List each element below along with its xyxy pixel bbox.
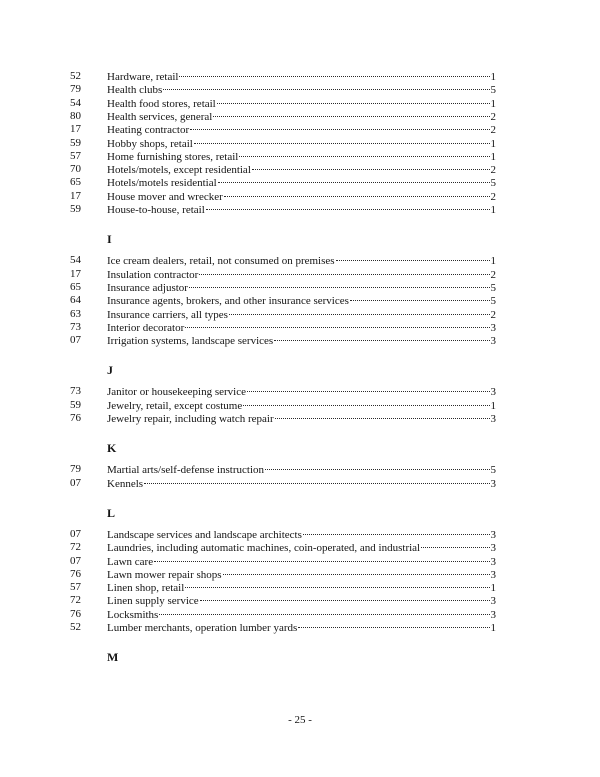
industry-code: 79 <box>70 463 81 476</box>
entry-page-ref: 1 <box>490 71 496 83</box>
industry-code: 63 <box>70 307 81 320</box>
entry-page-ref: 2 <box>490 268 496 281</box>
entry-description: Health services, general <box>107 110 213 123</box>
entry-description: Hotels/motels, except residential <box>107 164 251 177</box>
industry-code: 72 <box>70 594 81 607</box>
entry-description: Lawn mower repair shops <box>107 568 222 581</box>
industry-code: 59 <box>70 203 81 215</box>
dot-leader <box>350 290 490 301</box>
entry-page-ref: 1 <box>490 622 496 634</box>
industry-code: 52 <box>70 621 81 633</box>
entry-page-ref: 1 <box>490 255 496 268</box>
dot-leader <box>200 590 490 601</box>
entry-page-ref: 5 <box>490 84 496 97</box>
entry-page-ref: 1 <box>490 582 496 595</box>
dot-leader <box>217 93 490 104</box>
entry-description: Linen supply service <box>107 595 199 608</box>
entry-description: Janitor or housekeeping service <box>107 386 246 399</box>
entry-page-ref: 3 <box>490 608 496 621</box>
entry-page-ref: 1 <box>490 204 496 216</box>
entry-description: Jewelry, retail, except costume <box>107 399 243 412</box>
industry-code: 07 <box>70 527 81 540</box>
index-entry <box>0 333 600 347</box>
entry-page-ref: 2 <box>490 164 496 177</box>
entry-description: Heating contractor <box>107 124 190 137</box>
industry-code: 17 <box>70 267 81 280</box>
industry-code: 54 <box>70 96 81 109</box>
entry-page-ref: 2 <box>490 110 496 123</box>
dot-leader <box>185 577 489 588</box>
industry-code: 73 <box>70 385 81 398</box>
entry-description: House mover and wrecker <box>107 190 223 203</box>
industry-code: 52 <box>70 70 81 82</box>
entry-description: Ice cream dealers, retail, not consumed on premises <box>107 255 335 268</box>
dot-leader <box>303 524 490 535</box>
entry-description: Locksmiths <box>107 608 159 621</box>
section-heading-j: J <box>107 363 113 378</box>
entry-description: Laundries, including automatic machines, coin-operated, and industrial <box>107 542 421 555</box>
index-entry <box>0 620 600 634</box>
dot-leader <box>239 146 489 157</box>
entry-description: Insurance carriers, all types <box>107 308 228 321</box>
dot-leader <box>144 473 489 484</box>
industry-code: 72 <box>70 541 81 554</box>
section-heading-i: I <box>107 232 112 247</box>
dot-leader <box>194 133 490 144</box>
dot-leader <box>163 79 489 90</box>
entry-leader-line <box>107 202 496 217</box>
entry-page-ref: 3 <box>490 555 496 568</box>
entry-description: Interior decorator <box>107 321 185 334</box>
dot-leader <box>190 119 489 130</box>
dot-leader <box>179 66 489 77</box>
entry-description: Landscape services and landscape architects <box>107 528 302 541</box>
dot-leader <box>159 604 489 615</box>
entry-page-ref: 1 <box>490 137 496 150</box>
dot-leader <box>265 459 489 470</box>
industry-code: 70 <box>70 163 81 176</box>
entry-page-ref: 3 <box>490 568 496 581</box>
entry-description: Hotels/motels residential <box>107 177 217 190</box>
industry-code: 07 <box>70 334 81 347</box>
section-heading-k: K <box>107 441 117 456</box>
entry-page-ref: 3 <box>490 413 496 425</box>
entry-description: Martial arts/self-defense instruction <box>107 464 265 477</box>
entry-page-ref: 3 <box>490 477 496 490</box>
industry-code: 64 <box>70 294 81 307</box>
entry-description: Linen shop, retail <box>107 582 185 595</box>
industry-code: 54 <box>70 254 81 267</box>
dot-leader <box>218 172 490 183</box>
dot-leader <box>154 551 489 562</box>
entry-page-ref: 5 <box>490 464 496 477</box>
entry-description: Insurance adjustor <box>107 281 188 294</box>
entry-description: Hardware, retail <box>107 71 179 83</box>
industry-code: 76 <box>70 607 81 620</box>
entry-description: Jewelry repair, including watch repair <box>107 413 274 425</box>
industry-code: 17 <box>70 123 81 136</box>
entry-page-ref: 3 <box>490 595 496 608</box>
index-entry <box>0 280 600 294</box>
section-heading-m: M <box>107 650 119 665</box>
entry-page-ref: 3 <box>490 528 496 541</box>
industry-code: 07 <box>70 476 81 489</box>
industry-code: 73 <box>70 320 81 333</box>
index-entry <box>0 202 600 216</box>
entry-description: Health food stores, retail <box>107 97 216 110</box>
industry-code: 79 <box>70 83 81 96</box>
entry-description: Hobby shops, retail <box>107 137 193 150</box>
industry-code: 59 <box>70 398 81 411</box>
entry-page-ref: 3 <box>490 335 496 348</box>
dot-leader <box>336 250 490 261</box>
entry-page-ref: 3 <box>490 321 496 334</box>
entry-page-ref: 2 <box>490 308 496 321</box>
entry-page-ref: 2 <box>490 124 496 137</box>
entry-description: Lumber merchants, operation lumber yards <box>107 622 298 634</box>
dot-leader <box>199 264 489 275</box>
entry-description: Health clubs <box>107 84 163 97</box>
dot-leader <box>213 106 489 117</box>
entry-leader-line <box>107 333 496 348</box>
entry-description: Insurance agents, brokers, and other insurance services <box>107 295 349 308</box>
industry-code: 07 <box>70 554 81 567</box>
entry-page-ref: 1 <box>490 97 496 110</box>
index-entry <box>0 411 600 425</box>
index-entry <box>0 527 600 541</box>
entry-description: House-to-house, retail <box>107 204 205 216</box>
industry-code: 76 <box>70 567 81 580</box>
section-heading-l: L <box>107 505 116 520</box>
dot-leader <box>224 186 490 197</box>
dot-leader <box>274 330 489 341</box>
entry-leader-line <box>107 411 496 426</box>
dot-leader <box>229 304 490 315</box>
dot-leader <box>275 408 490 419</box>
dot-leader <box>243 395 489 406</box>
entry-page-ref: 1 <box>490 150 496 163</box>
entry-leader-line <box>107 476 496 491</box>
industry-code: 59 <box>70 136 81 149</box>
entry-description: Lawn care <box>107 555 154 568</box>
entry-page-ref: 5 <box>490 281 496 294</box>
industry-code: 17 <box>70 189 81 202</box>
dot-leader <box>421 537 489 548</box>
entry-description: Kennels <box>107 477 144 490</box>
entry-leader-line <box>107 620 496 635</box>
industry-code: 80 <box>70 109 81 122</box>
entry-description: Home furnishing stores, retail <box>107 150 239 163</box>
industry-code: 65 <box>70 280 81 293</box>
dot-leader <box>206 199 490 210</box>
industry-code: 57 <box>70 149 81 162</box>
dot-leader <box>298 617 489 628</box>
dot-leader <box>189 277 490 288</box>
entry-page-ref: 5 <box>490 295 496 308</box>
industry-code: 65 <box>70 176 81 189</box>
industry-code: 57 <box>70 581 81 594</box>
entry-page-ref: 3 <box>490 386 496 399</box>
dot-leader <box>223 564 490 575</box>
industry-code: 76 <box>70 412 81 424</box>
entry-description: Irrigation systems, landscape services <box>107 335 274 348</box>
entry-page-ref: 3 <box>490 542 496 555</box>
index-entry <box>0 476 600 490</box>
page-number: - 25 - <box>288 714 312 726</box>
dot-leader <box>185 317 489 328</box>
entry-page-ref: 1 <box>490 399 496 412</box>
dot-leader <box>252 159 490 170</box>
entry-page-ref: 2 <box>490 190 496 203</box>
entry-description: Insulation contractor <box>107 268 199 281</box>
entry-page-ref: 5 <box>490 177 496 190</box>
dot-leader <box>247 381 490 392</box>
